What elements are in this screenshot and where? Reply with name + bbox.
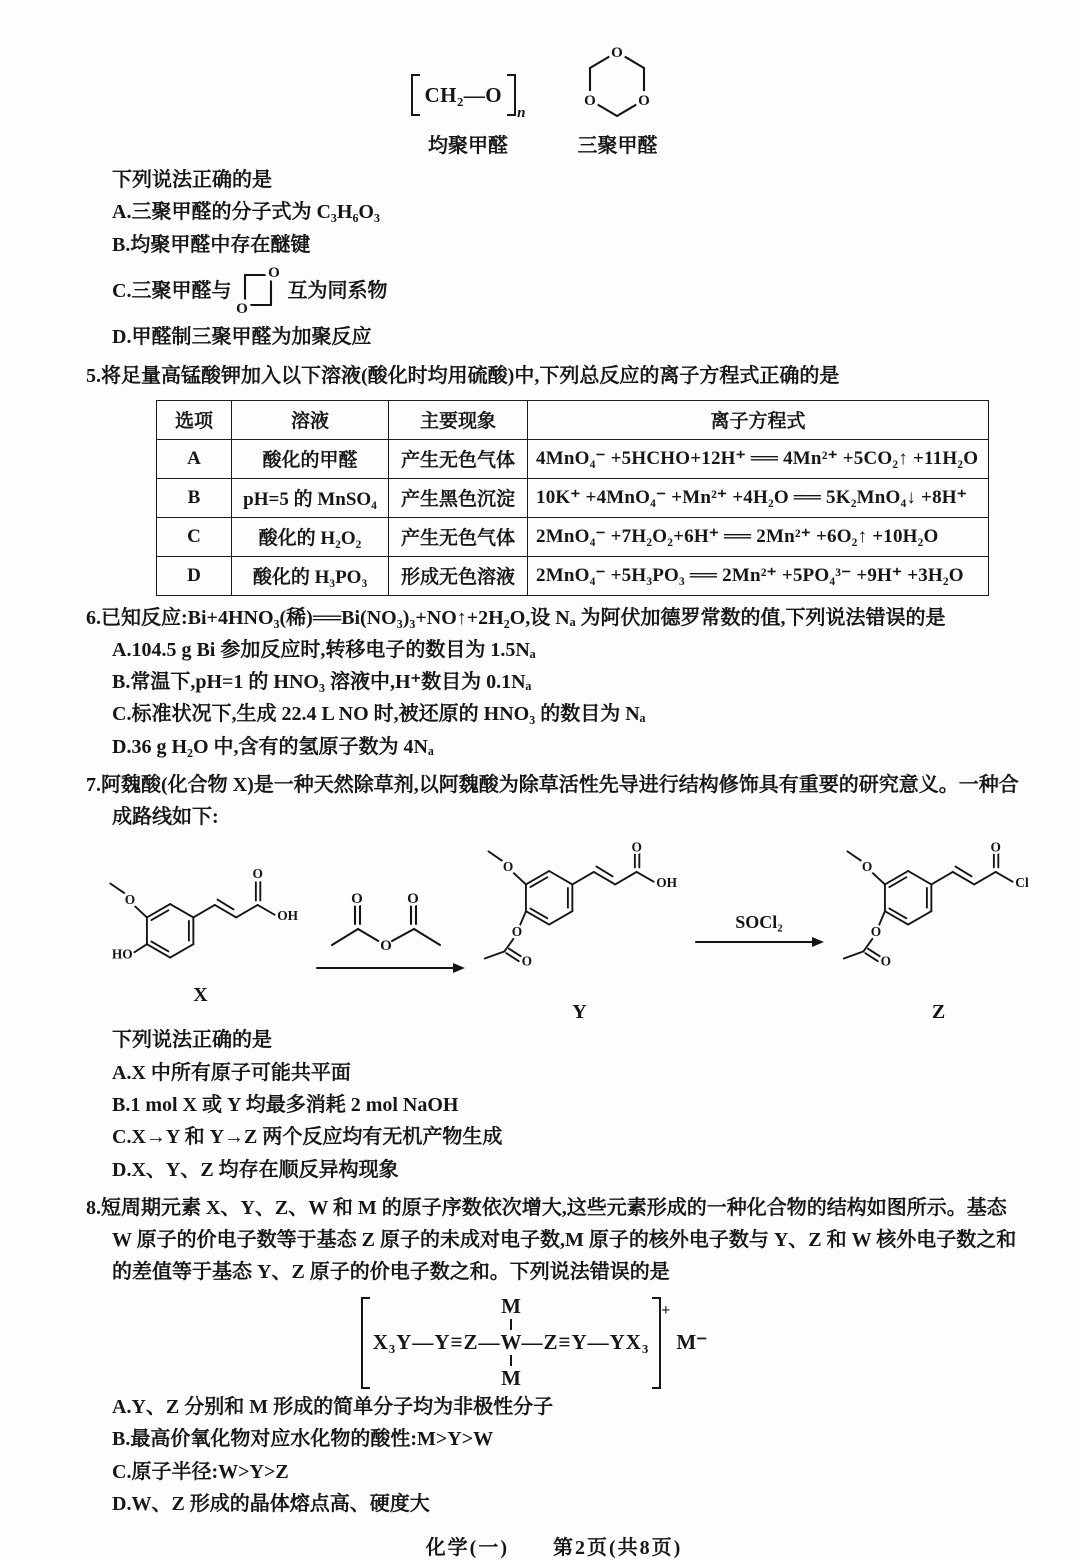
q5-col-equation: 离子方程式: [528, 400, 989, 439]
table-row: [157, 556, 989, 595]
q6-option-c: C.标准状况下,生成 22.4 L NO 时,被还原的 HNO₃ 的数目为 Nₐ: [112, 703, 646, 726]
q4-option-d: D.甲醛制三聚甲醛为加聚反应: [112, 326, 372, 349]
table-row: [157, 439, 989, 478]
formula-right-segment: —Z≡Y—YX₃: [521, 1330, 650, 1355]
q5-c-solution: 酸化的 H₂O₂: [232, 517, 389, 556]
question-5: [86, 360, 1022, 596]
q7-stem2: 下列说法正确的是: [112, 1029, 272, 1052]
q5-stem: [86, 360, 1022, 392]
left-bracket: [361, 1297, 370, 1389]
q7-option-d: D.X、Y、Z 均存在顺反异构现象: [112, 1158, 399, 1181]
formula-center-atom-group: [500, 1296, 521, 1389]
right-bracket: [507, 74, 516, 116]
hydroxyl-label: HO: [111, 946, 133, 962]
compound-z-structure: [826, 837, 1051, 1024]
q5-b-option: B: [157, 478, 232, 517]
q6-number: 6.: [86, 606, 101, 629]
q5-d-solution: 酸化的 H₃PO₃: [232, 556, 389, 595]
oxygen-atom-label: O: [268, 265, 281, 282]
q8-stem: [86, 1192, 1022, 1288]
q6-stem-text: 已知反应:Bi+4HNO₃(稀)══Bi(NO₃)₃+NO↑+2H₂O,设 Nₐ 为阿伏加德罗常数的值,下列说法错误的是: [101, 606, 946, 629]
q5-col-solution: 溶液: [232, 400, 389, 439]
reaction-step-2: [694, 912, 824, 949]
q5-a-option: A: [157, 439, 232, 478]
top-m-atom: M: [501, 1294, 521, 1319]
carbonyl-oxygen-label: O: [351, 890, 363, 907]
polymer-label: 均聚甲醛: [427, 135, 508, 157]
q5-header-row: [157, 400, 989, 439]
q5-stem-text: 将足量高锰酸钾加入以下溶液(酸化时均用硫酸)中,下列总反应的离子方程式正确的是: [101, 364, 840, 387]
compound-z-label: Z: [931, 1001, 946, 1024]
q8-number: 8.: [86, 1197, 101, 1220]
polymer-subscript-n: n: [517, 105, 526, 121]
reaction-arrow: [694, 935, 824, 949]
q7-stem-text: 阿魏酸(化合物 X)是一种天然除草剂,以阿魏酸为除草活性先导进行结构修饰具有重要的研究意义。一种合成路线如下:: [101, 774, 1019, 829]
q5-b-solution: pH=5 的 MnSO₄: [232, 478, 389, 517]
ester-oxygen-label: O: [511, 924, 523, 940]
q5-c-phenomenon: 产生无色气体: [389, 517, 528, 556]
acid-oh-label: OH: [656, 875, 678, 891]
bond-line: [510, 1319, 512, 1330]
table-row: [157, 517, 989, 556]
q8-option-d: D.W、Z 形成的晶体熔点高、硬度大: [112, 1493, 430, 1516]
chlorine-label: Cl: [1015, 875, 1029, 891]
ester-oxygen-label: O: [380, 937, 392, 954]
q5-d-phenomenon: 形成无色溶液: [389, 556, 528, 595]
question-7: [86, 769, 1029, 1186]
polymer-structure: [411, 62, 526, 128]
q7-synthesis-scheme: [88, 837, 1029, 1024]
q5-number: 5.: [86, 364, 101, 387]
q7-option-c: C.X→Y 和 Y→Z 两个反应均有无机产物生成: [112, 1126, 503, 1149]
ester-oxygen-label: O: [870, 924, 882, 940]
q4-option-b: B.均聚甲醛中存在醚键: [112, 233, 311, 256]
q6-option-d: D.36 g H₂O 中,含有的氢原子数为 4Nₐ: [112, 735, 434, 758]
q4-figures: [86, 42, 982, 158]
oxygen-atom-label: O: [638, 93, 651, 109]
q7-option-a: A.X 中所有原子可能共平面: [112, 1061, 351, 1084]
q7-stem: [86, 769, 1022, 833]
right-bracket: [652, 1297, 661, 1389]
formula-left-segment: X₃Y—Y≡Z—: [372, 1330, 501, 1355]
carbonyl-oxygen-label: O: [252, 866, 263, 882]
counter-ion: M⁻: [676, 1330, 708, 1355]
acid-oh-label: OH: [277, 908, 299, 924]
ferulic-acid-skeleton: [88, 854, 313, 988]
q5-a-solution: 酸化的甲醛: [232, 439, 389, 478]
carbonyl-oxygen-label: O: [521, 953, 533, 969]
q5-col-phenomenon: 主要现象: [389, 400, 528, 439]
acyl-chloride-skeleton: [826, 837, 1051, 1005]
q4-option-c-suffix: 互为同系物: [287, 280, 388, 303]
table-row: [157, 478, 989, 517]
bond-line: [510, 1355, 512, 1366]
q5-c-equation: 2MnO₄⁻ +7H₂O₂+6H⁺ ══ 2Mn²⁺ +6O₂↑ +10H₂O: [528, 517, 989, 556]
methoxy-oxygen-label: O: [502, 859, 514, 875]
reaction-step-1: [315, 887, 465, 975]
bottom-m-atom: M: [501, 1366, 521, 1391]
q5-a-phenomenon: 产生无色气体: [389, 439, 528, 478]
q4-stem: 下列说法正确的是: [112, 169, 272, 191]
q5-b-phenomenon: 产生黑色沉淀: [389, 478, 528, 517]
q6-stem: [86, 602, 1022, 634]
compound-x-label: X: [193, 984, 208, 1007]
carbonyl-oxygen-label: O: [631, 839, 642, 855]
compound-x-structure: [88, 854, 313, 1007]
compound-y-structure: [467, 837, 692, 1024]
cation-charge: +: [661, 1302, 671, 1320]
dioxetane-ring-structure: [231, 261, 287, 321]
q8-compound-formula: [86, 1296, 982, 1389]
acetylated-ferulic-acid-skeleton: [467, 837, 692, 1005]
q5-d-option: D: [157, 556, 232, 595]
trioxane-ring-structure: [578, 42, 656, 128]
q6-option-a: A.104.5 g Bi 参加反应时,转移电子的数目为 1.5Nₐ: [112, 638, 536, 661]
q5-d-equation: 2MnO₄⁻ +5H₃PO₃ ══ 2Mn²⁺ +5PO₄³⁻ +9H⁺ +3H₂O: [528, 556, 989, 595]
methoxy-oxygen-label: O: [861, 859, 873, 875]
socl2-reagent-label: SOCl₂: [735, 912, 783, 933]
q8-option-c: C.原子半径:W>Y>Z: [112, 1460, 289, 1483]
q8-option-b: B.最高价氧化物对应水化物的酸性:M>Y>W: [112, 1428, 494, 1451]
q5-c-option: C: [157, 517, 232, 556]
question-4: [86, 164, 1022, 354]
acetic-anhydride-structure: [324, 887, 456, 961]
q6-option-b: B.常温下,pH=1 的 HNO₃ 溶液中,H⁺数目为 0.1Nₐ: [112, 670, 532, 693]
oxygen-atom-label: O: [611, 45, 624, 61]
q8-option-a: A.Y、Z 分别和 M 形成的简单分子均为非极性分子: [112, 1396, 554, 1419]
central-w-atom: W: [500, 1330, 522, 1355]
page-footer: 化学(一) 第2页(共8页): [425, 1536, 683, 1559]
q5-table: [156, 400, 989, 596]
trioxane-label: 三聚甲醛: [577, 135, 658, 157]
question-6: [86, 602, 1022, 764]
methoxy-oxygen-label: O: [124, 892, 136, 908]
q4-option-c-prefix: C.三聚甲醛与: [112, 280, 232, 303]
oxygen-atom-label: O: [236, 301, 249, 318]
q5-a-equation: 4MnO₄⁻ +5HCHO+12H⁺ ══ 4Mn²⁺ +5CO₂↑ +11H₂O: [528, 439, 989, 478]
q5-col-option: 选项: [157, 400, 232, 439]
oxygen-atom-label: O: [584, 93, 597, 109]
compound-y-label: Y: [572, 1001, 587, 1024]
carbonyl-oxygen-label: O: [990, 839, 1001, 855]
left-bracket: [411, 74, 420, 116]
carbonyl-oxygen-label: O: [880, 953, 892, 969]
q8-stem-text: 短周期元素 X、Y、Z、W 和 M 的原子序数依次增大,这些元素形成的一种化合物的结构如图所示。基态 W 原子的价电子数等于基态 Z 原子的未成对电子数,M 原子的核外电子数与 Y、Z 和 W 核外电子数之和的差值等于基态 Y、Z 原子的价电子数之和。下列说法错误的是: [101, 1197, 1017, 1284]
q7-option-b: B.1 mol X 或 Y 均最多消耗 2 mol NaOH: [112, 1093, 459, 1116]
reaction-arrow: [315, 961, 465, 975]
q7-number: 7.: [86, 774, 101, 797]
trioxane-figure: [577, 42, 657, 158]
q4-option-a: A.三聚甲醛的分子式为 C₃H₆O₃: [112, 201, 380, 224]
question-8: [86, 1192, 1022, 1521]
q4-option-c: [112, 261, 1022, 321]
q5-b-equation: 10K⁺ +4MnO₄⁻ +Mn²⁺ +4H₂O ══ 5K₂MnO₄↓ +8H⁺: [528, 478, 989, 517]
polyoxymethylene-figure: [411, 62, 526, 158]
polymer-unit: CH₂—O: [424, 82, 503, 107]
carbonyl-oxygen-label: O: [407, 890, 419, 907]
